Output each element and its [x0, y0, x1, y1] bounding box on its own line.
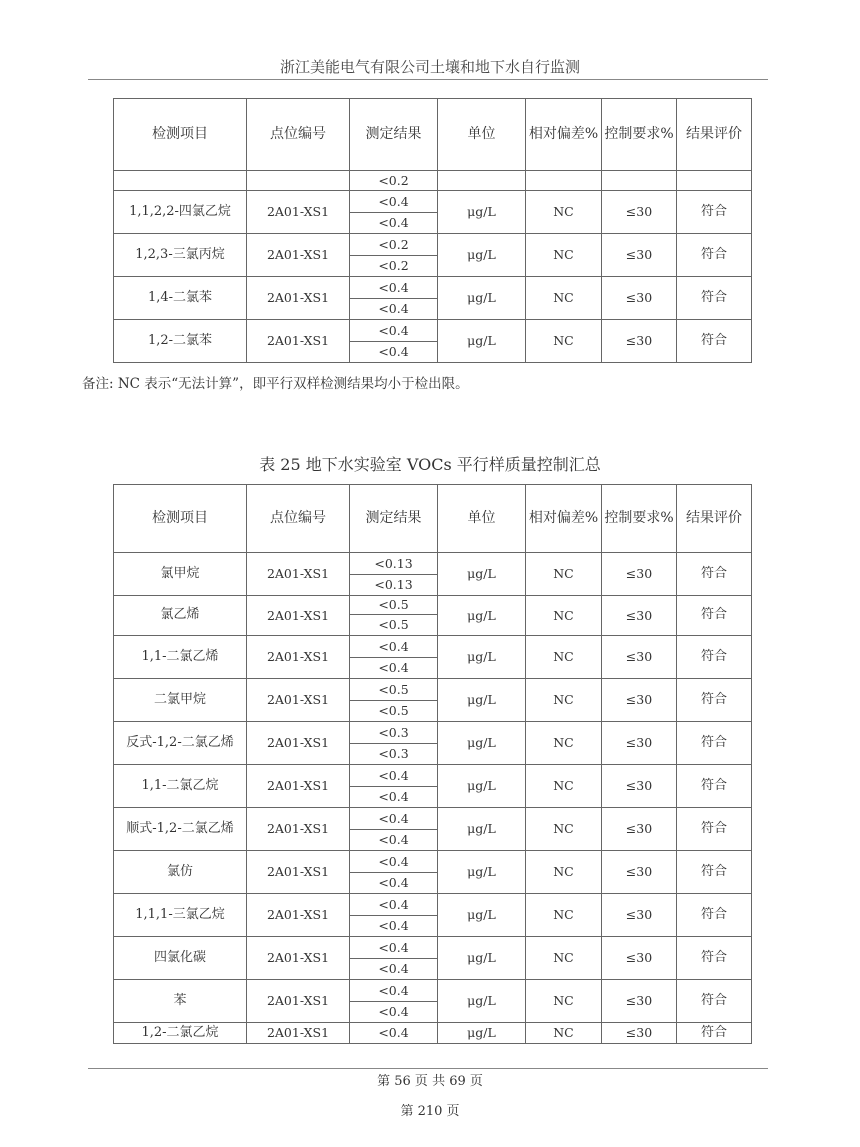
column-header-unit: 单位	[438, 485, 526, 553]
column-header-requirement: 控制要求%	[602, 485, 677, 553]
table-row	[114, 894, 752, 916]
table-row	[114, 980, 752, 1002]
cell-requirement: ≤30	[602, 851, 677, 894]
cell-point: 2A01-XS1	[247, 636, 350, 679]
column-header-requirement: 控制要求%	[602, 99, 677, 171]
cell-item: 氯乙烯	[114, 596, 247, 636]
cell-result: <0.4	[350, 851, 438, 873]
cell-evaluation: 符合	[677, 679, 752, 722]
table-row	[114, 851, 752, 873]
cell-deviation: NC	[526, 679, 602, 722]
cell-result: <0.4	[350, 894, 438, 916]
cell-requirement: ≤30	[602, 937, 677, 980]
cell-result: <0.4	[350, 873, 438, 894]
cell-evaluation: 符合	[677, 937, 752, 980]
table-header-row	[114, 485, 752, 553]
cell-requirement: ≤30	[602, 277, 677, 320]
footer-divider	[88, 1068, 768, 1069]
cell-result: <0.5	[350, 679, 438, 701]
column-header-result: 测定结果	[350, 485, 438, 553]
cell-result: <0.4	[350, 830, 438, 851]
cell-unit: μg/L	[438, 234, 526, 277]
column-header-point: 点位编号	[247, 99, 350, 171]
cell-result: <0.4	[350, 213, 438, 234]
cell-result: <0.4	[350, 277, 438, 299]
cell-point: 2A01-XS1	[247, 765, 350, 808]
cell-point: 2A01-XS1	[247, 234, 350, 277]
table-row	[114, 937, 752, 959]
cell-evaluation: 符合	[677, 191, 752, 234]
cell-unit: μg/L	[438, 1023, 526, 1044]
cell-deviation: NC	[526, 808, 602, 851]
cell-deviation: NC	[526, 894, 602, 937]
cell-result: <0.4	[350, 299, 438, 320]
column-header-unit: 单位	[438, 99, 526, 171]
cell-item: 1,4-二氯苯	[114, 277, 247, 320]
cell-deviation: NC	[526, 937, 602, 980]
table-row	[114, 722, 752, 744]
cell-point: 2A01-XS1	[247, 894, 350, 937]
cell-point: 2A01-XS1	[247, 937, 350, 980]
table-row	[114, 277, 752, 299]
cell-unit: μg/L	[438, 851, 526, 894]
cell-requirement: ≤30	[602, 808, 677, 851]
cell-requirement: ≤30	[602, 320, 677, 363]
table-row-last	[114, 1023, 752, 1044]
cell-requirement: ≤30	[602, 679, 677, 722]
cell-result: <0.4	[350, 765, 438, 787]
cell-deviation: NC	[526, 722, 602, 765]
cell-deviation: NC	[526, 234, 602, 277]
page-header-title: 浙江美能电气有限公司土壤和地下水自行监测	[279, 58, 580, 76]
cell-requirement: ≤30	[602, 191, 677, 234]
cell-deviation: NC	[526, 636, 602, 679]
cell-result: <0.3	[350, 744, 438, 765]
cell-result: <0.4	[350, 636, 438, 658]
cell-item: 反式-1,2-二氯乙烯	[114, 722, 247, 765]
table-row	[114, 320, 752, 342]
cell-result: <0.4	[350, 959, 438, 980]
cell-result: <0.4	[350, 191, 438, 213]
cell-unit: μg/L	[438, 277, 526, 320]
cell-point: 2A01-XS1	[247, 808, 350, 851]
cell-item: 1,1-二氯乙烯	[114, 636, 247, 679]
column-header-deviation: 相对偏差%	[526, 485, 602, 553]
table-row	[114, 596, 752, 615]
qc-table-vocs	[113, 484, 752, 1044]
cell-point: 2A01-XS1	[247, 980, 350, 1023]
cell-item: 顺式-1,2-二氯乙烯	[114, 808, 247, 851]
column-header-result: 测定结果	[350, 99, 438, 171]
table-row	[114, 636, 752, 658]
cell-unit: μg/L	[438, 553, 526, 596]
column-header-evaluation: 结果评价	[677, 485, 752, 553]
cell-requirement: ≤30	[602, 636, 677, 679]
cell-deviation: NC	[526, 851, 602, 894]
cell-requirement: ≤30	[602, 722, 677, 765]
cell-result: <0.4	[350, 658, 438, 679]
cell-empty	[677, 171, 752, 191]
cell-empty	[602, 171, 677, 191]
table-caption: 表 25 地下水实验室 VOCs 平行样质量控制汇总	[259, 455, 601, 474]
cell-item: 1,2,3-三氯丙烷	[114, 234, 247, 277]
cell-evaluation: 符合	[677, 1023, 752, 1044]
table-row	[114, 765, 752, 787]
cell-item: 苯	[114, 980, 247, 1023]
cell-item: 1,1,1-三氯乙烷	[114, 894, 247, 937]
cell-point: 2A01-XS1	[247, 596, 350, 636]
table-row	[114, 234, 752, 256]
cell-point: 2A01-XS1	[247, 679, 350, 722]
cell-evaluation: 符合	[677, 636, 752, 679]
cell-result: <0.4	[350, 808, 438, 830]
table-header-row	[114, 99, 752, 171]
table-row	[114, 191, 752, 213]
cell-result: <0.5	[350, 596, 438, 615]
cell-item: 氯甲烷	[114, 553, 247, 596]
column-header-item: 检测项目	[114, 99, 247, 171]
cell-item: 1,1,2,2-四氯乙烷	[114, 191, 247, 234]
column-header-deviation: 相对偏差%	[526, 99, 602, 171]
cell-evaluation: 符合	[677, 851, 752, 894]
cell-deviation: NC	[526, 765, 602, 808]
cell-point: 2A01-XS1	[247, 553, 350, 596]
cell-requirement: ≤30	[602, 765, 677, 808]
cell-result: <0.3	[350, 722, 438, 744]
cell-evaluation: 符合	[677, 234, 752, 277]
cell-deviation: NC	[526, 320, 602, 363]
footer-overall-page: 第 210 页	[400, 1104, 460, 1119]
cell-unit: μg/L	[438, 320, 526, 363]
cell-unit: μg/L	[438, 679, 526, 722]
cell-item: 1,1-二氯乙烷	[114, 765, 247, 808]
cell-item: 氯仿	[114, 851, 247, 894]
cell-requirement: ≤30	[602, 596, 677, 636]
cell-result: <0.4	[350, 980, 438, 1002]
cell-empty	[438, 171, 526, 191]
cell-result: <0.13	[350, 575, 438, 596]
cell-result: <0.2	[350, 256, 438, 277]
cell-point: 2A01-XS1	[247, 277, 350, 320]
cell-requirement: ≤30	[602, 553, 677, 596]
cell-unit: μg/L	[438, 765, 526, 808]
cell-result: <0.4	[350, 937, 438, 959]
cell-result: <0.2	[350, 171, 438, 191]
cell-evaluation: 符合	[677, 980, 752, 1023]
cell-result: <0.13	[350, 553, 438, 575]
cell-point: 2A01-XS1	[247, 851, 350, 894]
footer-page-number: 第 56 页 共 69 页	[377, 1074, 483, 1089]
cell-evaluation: 符合	[677, 765, 752, 808]
cell-evaluation: 符合	[677, 808, 752, 851]
cell-empty	[526, 171, 602, 191]
cell-unit: μg/L	[438, 980, 526, 1023]
cell-evaluation: 符合	[677, 277, 752, 320]
cell-deviation: NC	[526, 191, 602, 234]
table-row	[114, 679, 752, 701]
cell-unit: μg/L	[438, 937, 526, 980]
cell-item: 1,2-二氯乙烷	[114, 1023, 247, 1044]
cell-evaluation: 符合	[677, 320, 752, 363]
cell-deviation: NC	[526, 596, 602, 636]
cell-unit: μg/L	[438, 636, 526, 679]
cell-result: <0.4	[350, 320, 438, 342]
cell-point: 2A01-XS1	[247, 191, 350, 234]
column-header-point: 点位编号	[247, 485, 350, 553]
cell-deviation: NC	[526, 1023, 602, 1044]
cell-result: <0.2	[350, 234, 438, 256]
column-header-item: 检测项目	[114, 485, 247, 553]
cell-deviation: NC	[526, 553, 602, 596]
cell-requirement: ≤30	[602, 234, 677, 277]
cell-item: 1,2-二氯苯	[114, 320, 247, 363]
cell-result: <0.5	[350, 615, 438, 636]
cell-result: <0.4	[350, 1002, 438, 1023]
table-row	[114, 808, 752, 830]
cell-result: <0.5	[350, 701, 438, 722]
cell-empty	[114, 171, 247, 191]
cell-result: <0.4	[350, 787, 438, 808]
table-row-carryover	[114, 171, 752, 191]
cell-empty	[247, 171, 350, 191]
cell-point: 2A01-XS1	[247, 722, 350, 765]
cell-unit: μg/L	[438, 722, 526, 765]
cell-result: <0.4	[350, 342, 438, 363]
cell-result: <0.4	[350, 916, 438, 937]
cell-evaluation: 符合	[677, 894, 752, 937]
cell-requirement: ≤30	[602, 894, 677, 937]
cell-point: 2A01-XS1	[247, 320, 350, 363]
header-divider	[88, 79, 768, 80]
cell-point: 2A01-XS1	[247, 1023, 350, 1044]
cell-evaluation: 符合	[677, 722, 752, 765]
cell-unit: μg/L	[438, 808, 526, 851]
cell-unit: μg/L	[438, 191, 526, 234]
cell-unit: μg/L	[438, 894, 526, 937]
column-header-evaluation: 结果评价	[677, 99, 752, 171]
cell-deviation: NC	[526, 980, 602, 1023]
cell-requirement: ≤30	[602, 1023, 677, 1044]
cell-result: <0.4	[350, 1023, 438, 1044]
cell-deviation: NC	[526, 277, 602, 320]
table-row	[114, 553, 752, 575]
cell-evaluation: 符合	[677, 553, 752, 596]
qc-table-continued	[113, 98, 752, 363]
cell-item: 二氯甲烷	[114, 679, 247, 722]
cell-evaluation: 符合	[677, 596, 752, 636]
cell-item: 四氯化碳	[114, 937, 247, 980]
cell-unit: μg/L	[438, 596, 526, 636]
cell-requirement: ≤30	[602, 980, 677, 1023]
table-note: 备注: NC 表示“无法计算”，即平行双样检测结果均小于检出限。	[82, 376, 469, 392]
